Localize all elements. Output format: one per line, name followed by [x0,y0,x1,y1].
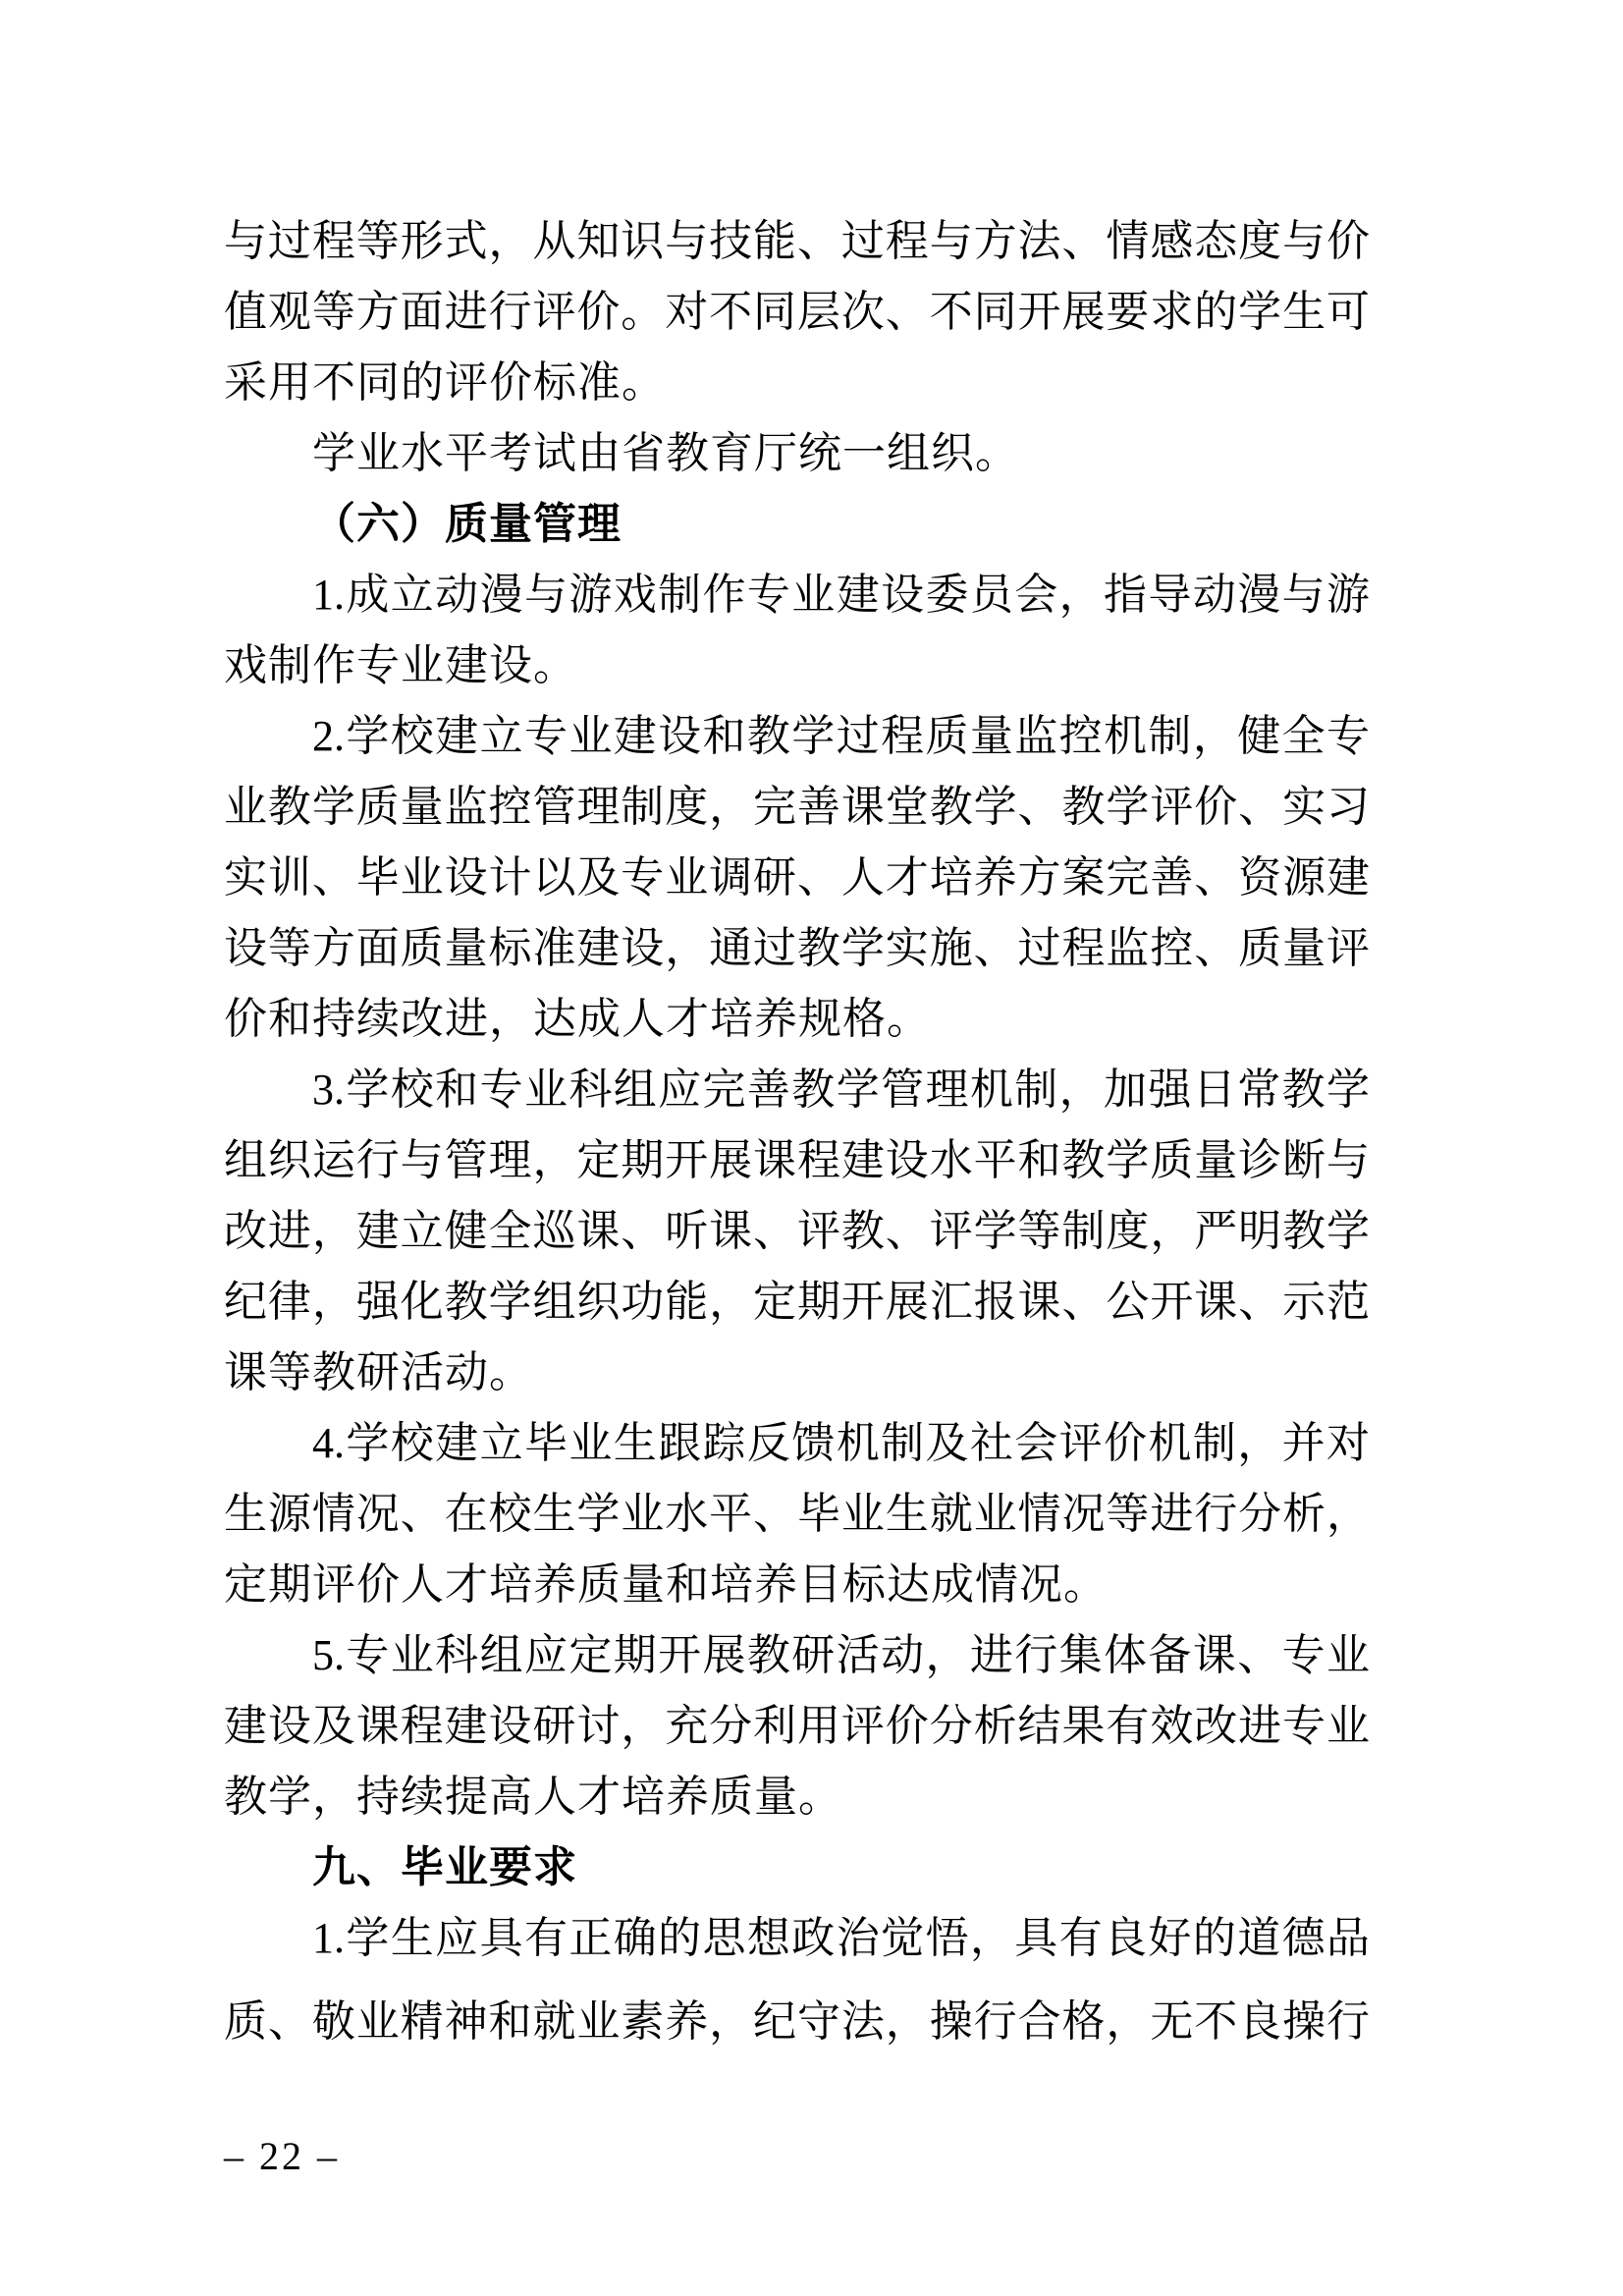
body-line: 纪律，强化教学组织功能，定期开展汇报课、公开课、示范 [224,1278,1370,1326]
section-heading: （六）质量管理 [312,500,622,548]
body-line: 5.专业科组应定期开展教研活动，进行集体备课、专业 [312,1631,1370,1679]
body-line: 设等方面质量标准建设，通过教学实施、过程监控、质量评 [224,924,1370,972]
body-line: 质、敬业精神和就业素养，纪守法，操行合格，无不良操行 [224,1997,1370,2046]
body-line: 业教学质量监控管理制度，完善课堂教学、教学评价、实习 [224,783,1370,831]
body-line: 1.学生应具有正确的思想政治觉悟，具有良好的道德品 [312,1914,1370,1962]
body-line: 组织运行与管理，定期开展课程建设水平和教学质量诊断与 [224,1136,1370,1184]
body-line: 定期评价人才培养质量和培养目标达成情况。 [224,1560,1108,1609]
page-number: – 22 – [224,2134,340,2178]
body-line: 3.学校和专业科组应完善教学管理机制，加强日常教学 [312,1066,1370,1114]
body-line: 4.学校建立毕业生跟踪反馈机制及社会评价机制，并对 [312,1419,1370,1467]
body-line: 2.学校建立专业建设和教学过程质量监控机制，健全专 [312,712,1370,760]
body-line: 价和持续改进，达成人才培养规格。 [224,995,931,1043]
body-line: 实训、毕业设计以及专业调研、人才培养方案完善、资源建 [224,853,1370,902]
body-line: 与过程等形式，从知识与技能、过程与方法、情感态度与价 [224,217,1370,265]
body-line: 改进，建立健全巡课、听课、评教、评学等制度，严明教学 [224,1207,1370,1255]
body-line: 1.成立动漫与游戏制作专业建设委员会，指导动漫与游 [312,571,1370,619]
body-line: 采用不同的评价标准。 [224,358,666,407]
body-line: 戏制作专业建设。 [224,641,577,689]
section-heading: 九、毕业要求 [312,1843,577,1891]
body-line: 值观等方面进行评价。对不同层次、不同开展要求的学生可 [224,288,1370,336]
body-line: 课等教研活动。 [224,1348,533,1396]
body-line: 学业水平考试由省教育厅统一组织。 [312,429,1019,477]
document-body [224,206,1370,2057]
body-line: 建设及课程建设研讨，充分利用评价分析结果有效改进专业 [224,1702,1370,1750]
body-line: 生源情况、在校生学业水平、毕业生就业情况等进行分析， [224,1490,1370,1538]
body-line: 教学，持续提高人才培养质量。 [224,1773,842,1821]
